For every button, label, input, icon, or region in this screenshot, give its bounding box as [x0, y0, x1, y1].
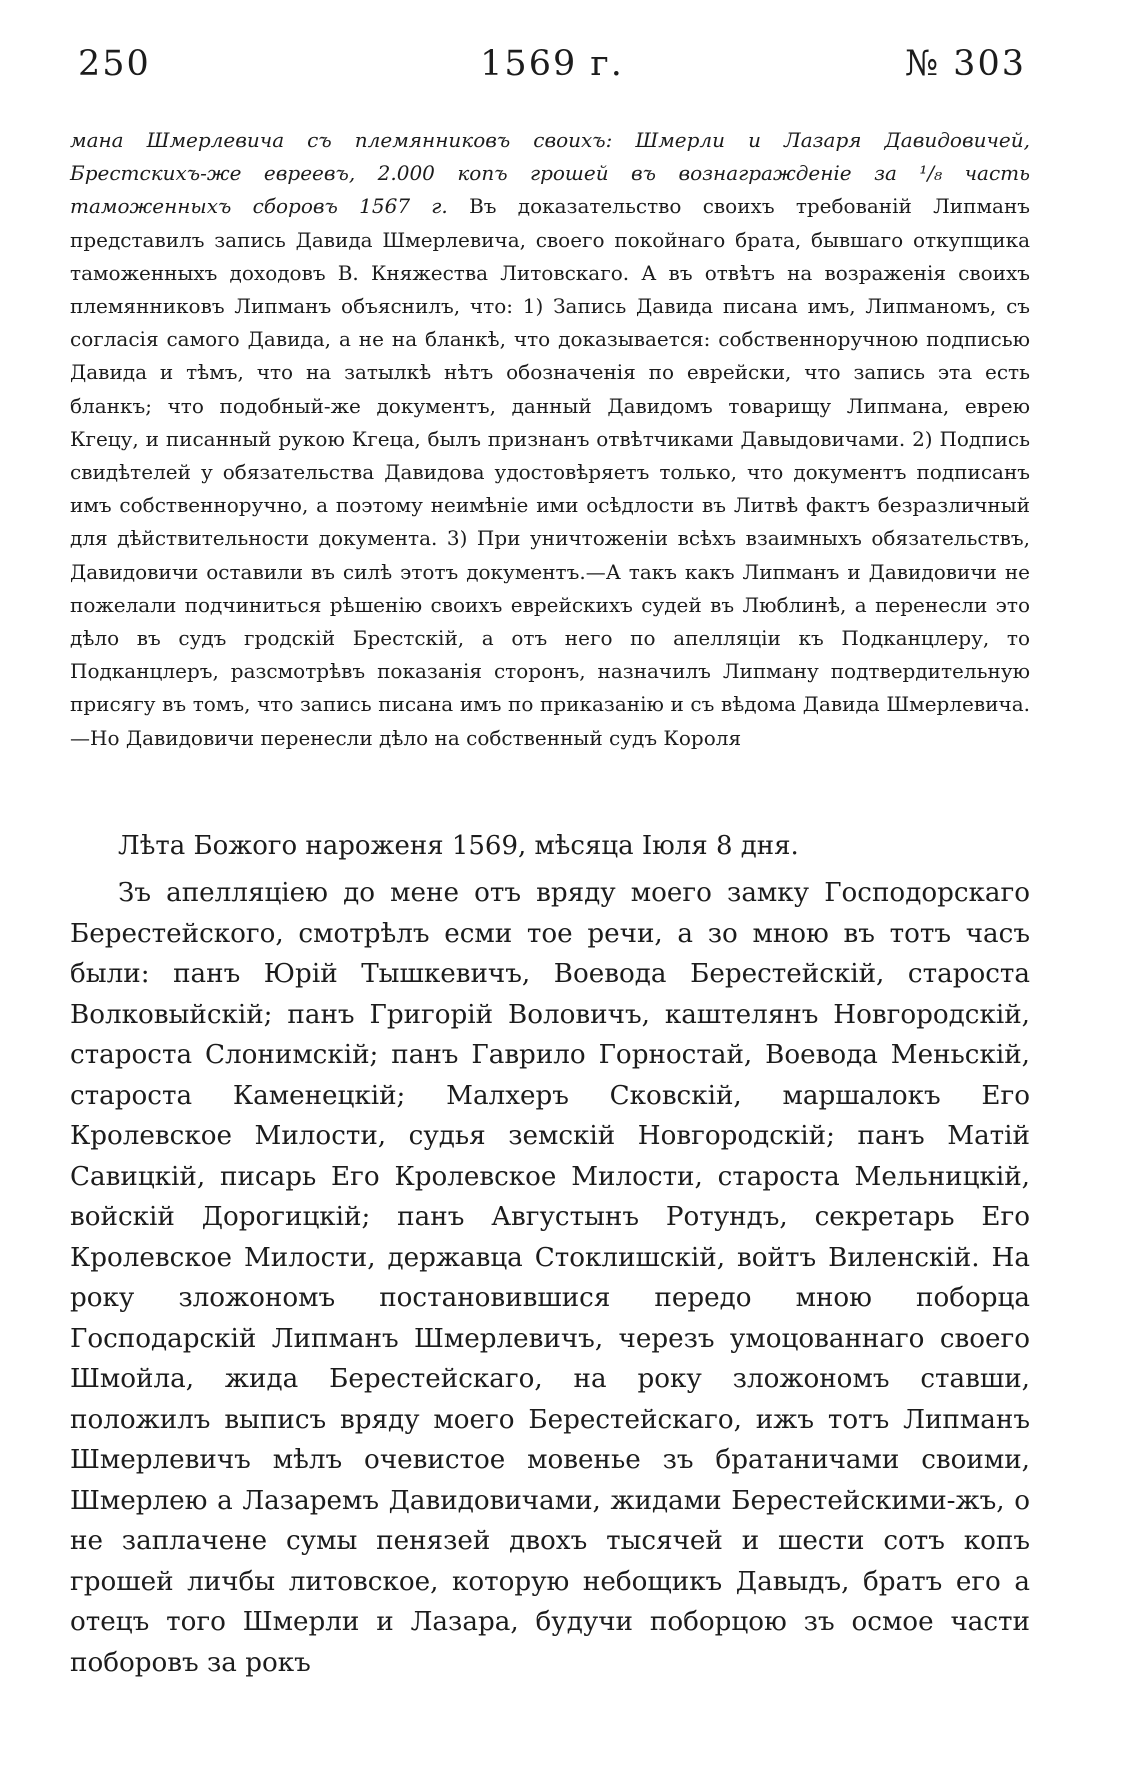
document-body-text: Зъ апелляціею до мене отъ вряду моего замку Господорскаго Берестейского, смотрѣлъ есми тое речи, а зо мною въ тотъ часъ были: панъ Юрій Тышкевичъ, Воевода Берестейскій, староста Волковыйскій; панъ Григорій Воловичъ, каштелянъ Новгородскій, староста Слонимскій; панъ Гаврило Горностай, Воевода Меньскій, староста Каменецкій; Малхеръ Сковскій, маршалокъ Его Кролевское Милости, судья земскій Новгородскій; панъ Матій Савицкій, писарь Его Кролевское Милости, староста Мельницкій, войскій Дорогицкій; панъ Августынъ Ротундъ, секретарь Его Кролевское Милости, державца Стоклишскій, войтъ Виленскій. На року зложономъ постановившися передо мною поборца Господарскій Липманъ Шмерлевичъ, черезъ умоцованнаго своего Шмойла, жида Берестейскаго, на року зложономъ ставши, положилъ выписъ вряду моего Берестейскаго, ижъ тотъ Липманъ Шмерлевичъ мѣлъ очевистое мовенье зъ братаничами своими, Шмерлею а Лазаремъ Давидовичами, жидами Берестейскими-жъ, о не заплачене сумы пенязей двохъ тысячей и шести сотъ копъ грошей личбы литовское, которую небощикъ Давыдъ, братъ его а отецъ того Шмерли и Лазара, будучи поборцою зъ осмое части поборовъ за рокъ — [70, 878, 1030, 1678]
abstract-italic-text: мана Шмерлевича съ племянниковъ своихъ: Шмерли и Лазаря Давидовичей, Брестскихъ-же евреевъ, 2.000 копъ грошей въ вознагражденіе за ¹/₈ часть таможенныхъ сборовъ 1567 г. — [70, 128, 1030, 219]
page-number: 250 — [78, 44, 151, 84]
document-abstract — [70, 124, 1030, 755]
page-header — [78, 44, 1026, 94]
document-number: № 303 — [904, 44, 1026, 84]
document-date-line: Лѣта Божого нароженя 1569, мѣсяца Іюля 8 дня. — [118, 831, 799, 861]
header-year: 1569 г. — [480, 44, 624, 84]
abstract-regular-text: Въ доказательство своихъ требованій Липманъ представилъ запись Давида Шмерлевича, своего покойнаго брата, бывшаго откупщика таможенныхъ доходовъ В. Княжества Литовскаго. А въ отвѣтъ на возраженія своихъ племянниковъ Липманъ объяснилъ, что: 1) Запись Давида писана имъ, Липманомъ, съ согласія самого Давида, а не на бланкѣ, что доказывается: собственноручною подписью Давида и тѣмъ, что на затылкѣ нѣтъ обозначенія по еврейски, что запись эта есть бланкъ; что подобный-же документъ, данный Давидомъ товарищу Липмана, еврею Кгецу, и писанный рукою Кгеца, былъ признанъ отвѣтчиками Давыдовичами. 2) Подпись свидѣтелей у обязательства Давидова удостовѣряетъ только, что документъ подписанъ имъ собственноручно, а поэтому неимѣніе ими осѣдлости въ Литвѣ фактъ безразличный для дѣйствительности документа. 3) При уничтоженіи всѣхъ взаимныхъ обязательствъ, Давидовичи оставили въ силѣ этотъ документъ.—А такъ какъ Липманъ и Давидовичи не пожелали подчиниться рѣшенію своихъ еврейскихъ судей въ Люблинѣ, а перенесли это дѣло въ судъ гродскій Брестскій, а отъ него по апелляціи къ Подканцлеру, то Подканцлеръ, разсмотрѣвъ показанія сторонъ, назначилъ Липману подтвердительную присягу въ томъ, что запись писана имъ по приказанію и съ вѣдома Давида Шмерлевича.—Но Давидовичи перенесли дѣло на собственный судъ Короля — [70, 194, 1030, 750]
